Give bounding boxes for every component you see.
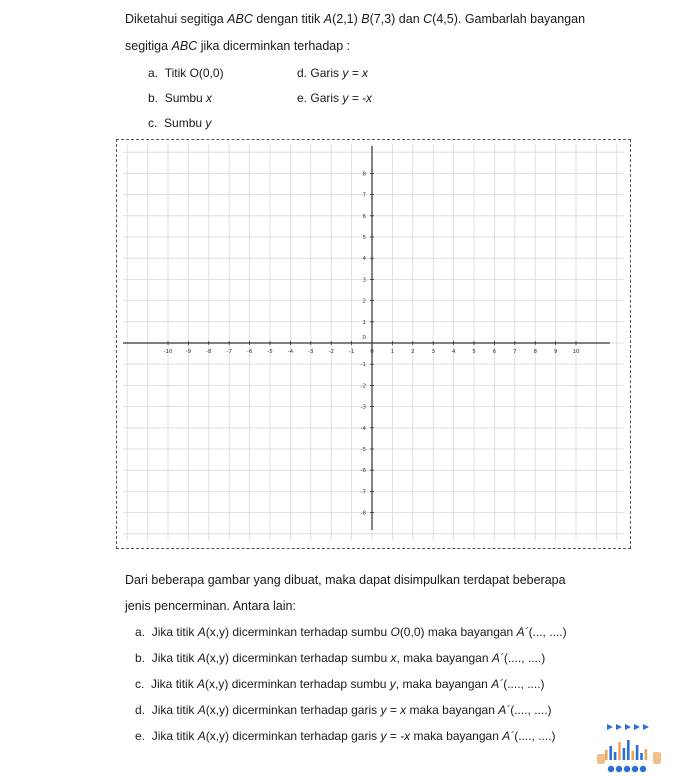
bar-shape [618, 742, 621, 760]
bar-graphic-icon [597, 740, 661, 764]
axes [123, 146, 610, 530]
y-tick-label: -8 [360, 510, 366, 517]
dot-shape [640, 766, 646, 772]
x-tick-label: 4 [451, 349, 456, 355]
hand-shape [653, 752, 661, 764]
x-axis-labels [164, 349, 580, 355]
x-tick-label: 2 [411, 349, 415, 355]
arrow-shape [616, 724, 622, 730]
y-tick-label: -2 [360, 383, 366, 390]
arrow-shape [643, 724, 649, 730]
x-tick-label: 6 [492, 349, 497, 355]
y-tick-label: 5 [362, 235, 366, 241]
x-tick-label: 7 [513, 349, 517, 355]
option-d: d. Garis y = x [297, 66, 369, 80]
y-tick-label: 6 [362, 213, 366, 220]
arrow-shape [634, 724, 640, 730]
bar-shape [640, 753, 643, 760]
x-tick-label: 3 [431, 349, 435, 355]
conclusion-line-1: Dari beberapa gambar yang dibuat, maka dapat disimpulkan terdapat beberapa [125, 573, 566, 587]
bar-shape [631, 751, 634, 760]
arrow-shape [607, 724, 613, 730]
y-tick-label: 2 [362, 298, 366, 305]
dots-icon [608, 766, 646, 772]
conclusion-item-e: e. Jika titik A(x,y) dicerminkan terhadap garis y = -x maka bayangan A´(...., ....) [135, 729, 556, 743]
x-tick-label: 0 [370, 349, 374, 355]
y-tick-label: 3 [362, 277, 366, 284]
x-tick-label: -9 [185, 349, 192, 355]
option-e: e. Garis y = -x [297, 91, 373, 105]
y-origin-label: 0 [362, 335, 366, 341]
option-a: a. Titik O(0,0) [148, 66, 224, 80]
x-tick-label: 1 [390, 349, 395, 355]
hand-shape [597, 754, 605, 764]
x-tick-label: -5 [267, 349, 273, 355]
conclusion-item-b: b. Jika titik A(x,y) dicerminkan terhadap sumbu x, maka bayangan A´(...., ....) [135, 651, 546, 665]
cartesian-grid [117, 140, 630, 548]
x-tick-label: 8 [533, 349, 537, 355]
y-axis-labels [361, 171, 367, 516]
conclusion-line-2: jenis pencerminan. Antara lain: [125, 599, 296, 613]
bar-shape [609, 746, 612, 760]
bar-shape [645, 749, 648, 760]
y-tick-label: -7 [360, 489, 366, 496]
option-b: b. Sumbu x [148, 91, 213, 105]
y-tick-label: -5 [360, 447, 366, 453]
y-tick-label: 4 [362, 256, 366, 263]
x-tick-label: -7 [226, 349, 232, 355]
x-tick-label: -10 [163, 349, 173, 355]
x-tick-label: 5 [472, 349, 476, 355]
y-tick-label: -3 [360, 404, 366, 411]
option-c: c. Sumbu y [148, 116, 212, 130]
problem-line-2: segitiga ABC jika dicerminkan terhadap : [125, 39, 351, 53]
y-tick-label: 1 [362, 319, 366, 326]
dot-shape [616, 766, 622, 772]
arrow-shape [625, 724, 631, 730]
decorative-logo-icon [593, 718, 671, 776]
dot-shape [624, 766, 630, 772]
x-tick-label: -2 [328, 349, 334, 355]
bar-shape [636, 745, 639, 760]
x-tick-label: -1 [348, 349, 355, 355]
y-tick-label: -1 [360, 362, 366, 369]
bar-shape [627, 740, 630, 760]
conclusion-item-c: c. Jika titik A(x,y) dicerminkan terhadap sumbu y, maka bayangan A´(...., ....) [135, 677, 545, 691]
x-tick-label: -3 [308, 349, 314, 355]
x-tick-label: 9 [553, 349, 558, 355]
y-tick-label: -4 [360, 425, 366, 432]
x-tick-label: 10 [572, 349, 580, 355]
x-tick-label: -4 [287, 349, 294, 355]
bar-shape [605, 750, 608, 760]
grid-lines [123, 144, 624, 540]
conclusion-item-a: a. Jika titik A(x,y) dicerminkan terhadap sumbu O(0,0) maka bayangan A´(..., ....) [135, 625, 567, 639]
cartesian-grid-box [116, 139, 631, 549]
x-tick-label: -8 [206, 349, 212, 355]
conclusion-item-d: d. Jika titik A(x,y) dicerminkan terhadap garis y = x maka bayangan A´(...., ....) [135, 703, 552, 717]
dot-shape [632, 766, 638, 772]
problem-line-1: Diketahui segitiga ABC dengan titik A(2,1) B(7,3) dan C(4,5). Gambarlah bayangan [125, 12, 586, 26]
y-tick-label: 7 [362, 192, 366, 199]
y-tick-label: 8 [362, 171, 366, 178]
x-tick-label: -6 [246, 349, 253, 355]
y-tick-label: -6 [360, 468, 366, 475]
arrows-icon [607, 724, 649, 730]
bar-shape [614, 752, 617, 760]
dot-shape [608, 766, 614, 772]
bar-shape [623, 748, 626, 760]
